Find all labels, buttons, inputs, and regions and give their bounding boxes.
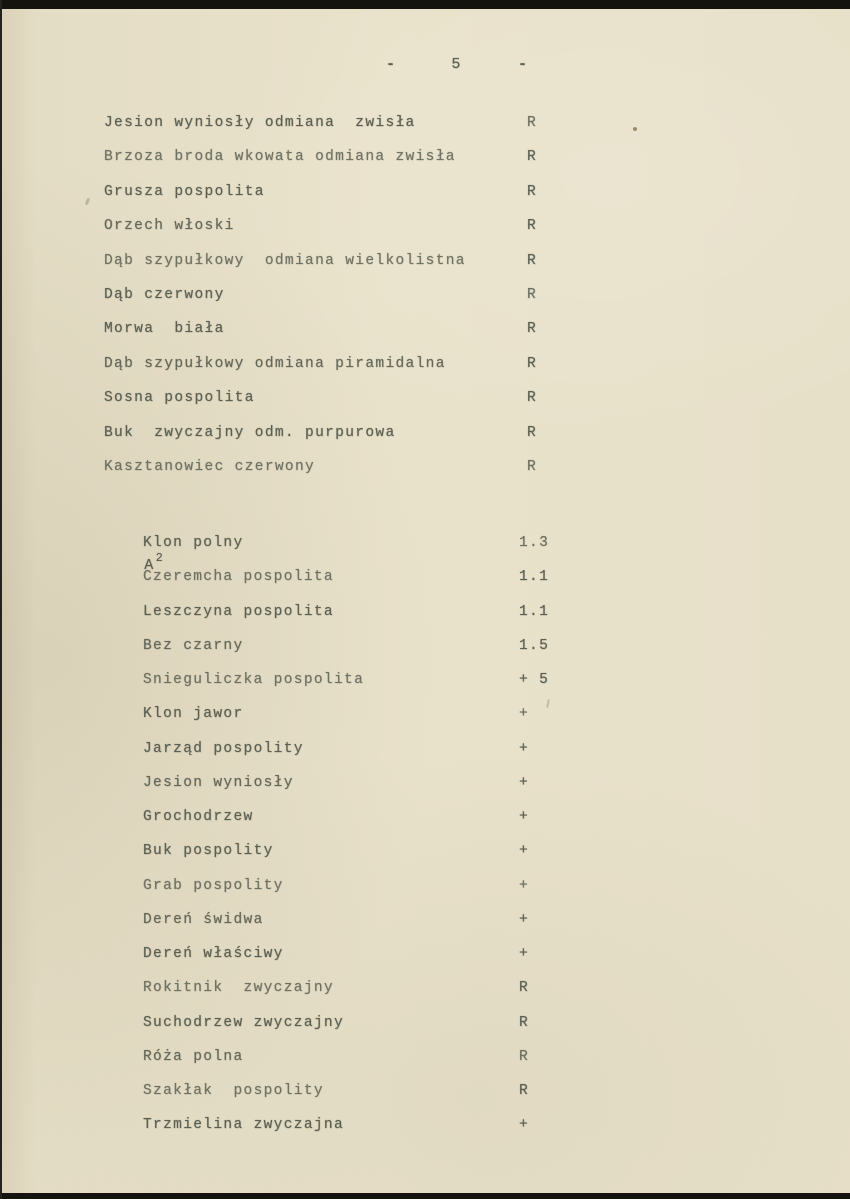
species-list-section-2 <box>143 534 593 1151</box>
abundance-symbol: R <box>527 286 538 303</box>
species-name: Brzoza broda wkowata odmiana zwisła <box>104 149 456 166</box>
page-number: 5 <box>451 56 462 73</box>
abundance-symbol: R <box>527 458 538 475</box>
abundance-symbol: R <box>527 355 538 372</box>
species-name: Róża polna <box>143 1048 244 1065</box>
species-row <box>104 252 584 286</box>
species-name: Sosna pospolita <box>104 390 255 407</box>
species-name: Jesion wyniosły odmiana zwisła <box>104 115 416 131</box>
species-name: Grab pospolity <box>143 877 284 894</box>
species-row <box>104 424 584 458</box>
abundance-symbol: R <box>527 218 538 235</box>
species-name: Szakłak pospolity <box>143 1083 324 1099</box>
species-name: Snieguliczka pospolita <box>143 672 365 688</box>
page-number-dash-right: - <box>517 56 527 73</box>
species-name: Dereń właściwy <box>143 946 284 962</box>
abundance-symbol: R <box>527 183 538 200</box>
species-name: Suchodrzew zwyczajny <box>143 1014 345 1031</box>
species-row <box>143 637 593 671</box>
abundance-symbol: R <box>527 321 538 338</box>
species-name: Buk zwyczajny odm. purpurowa <box>104 424 396 441</box>
species-row <box>143 705 593 739</box>
species-name: Jarząd pospolity <box>143 740 304 757</box>
abundance-symbol: + <box>519 911 530 928</box>
species-row <box>104 458 584 492</box>
species-name: Czeremcha pospolita <box>143 569 334 586</box>
species-row <box>143 1116 593 1150</box>
species-list-section-1 <box>104 114 584 492</box>
species-row <box>143 671 593 705</box>
abundance-symbol: 1.1 <box>519 603 550 620</box>
abundance-symbol: + 5 <box>519 672 550 688</box>
species-row <box>143 1014 593 1048</box>
page-number-header <box>386 56 527 74</box>
abundance-symbol: R <box>527 115 538 131</box>
species-row <box>104 286 584 320</box>
species-row <box>104 389 584 423</box>
ink-speck <box>633 127 637 131</box>
species-row <box>143 979 593 1013</box>
species-name: Grusza pospolita <box>104 183 265 200</box>
abundance-symbol: 1.3 <box>519 535 550 551</box>
abundance-symbol: + <box>519 809 530 825</box>
scanned-page <box>2 9 850 1193</box>
species-name: Trzmielina zwyczajna <box>143 1117 345 1134</box>
abundance-symbol: + <box>519 774 530 791</box>
page-number-dash-left: - <box>386 56 396 73</box>
species-row <box>104 148 584 182</box>
abundance-symbol: R <box>527 424 538 441</box>
species-name: Morwa biała <box>104 321 225 338</box>
species-name: Klon polny <box>143 535 244 551</box>
species-name: Grochodrzew <box>143 809 254 825</box>
abundance-symbol: R <box>519 1048 530 1065</box>
species-row <box>104 183 584 217</box>
abundance-symbol: R <box>519 1083 530 1099</box>
abundance-symbol: R <box>527 252 538 269</box>
species-row <box>143 534 593 568</box>
species-row <box>143 740 593 774</box>
abundance-symbol: + <box>519 877 530 894</box>
species-name: Jesion wyniosły <box>143 774 294 791</box>
species-row <box>143 774 593 808</box>
abundance-symbol: R <box>527 149 538 166</box>
species-row <box>143 603 593 637</box>
species-row <box>143 568 593 602</box>
species-row <box>104 217 584 251</box>
species-row <box>104 320 584 354</box>
abundance-symbol: R <box>527 390 538 407</box>
species-name: Bez czarny <box>143 637 244 654</box>
abundance-symbol: + <box>519 946 530 962</box>
species-row <box>143 1082 593 1116</box>
abundance-symbol: 1.5 <box>519 637 550 654</box>
abundance-symbol: + <box>519 706 530 723</box>
abundance-symbol: R <box>519 1014 530 1031</box>
species-row <box>143 842 593 876</box>
species-name: Orzech włoski <box>104 218 235 235</box>
section-marker-letter: A <box>144 556 155 574</box>
species-row <box>143 877 593 911</box>
species-row <box>143 945 593 979</box>
species-name: Buk pospolity <box>143 843 274 860</box>
species-name: Dąb szypułkowy odmiana piramidalna <box>104 355 446 372</box>
species-name: Dąb czerwony <box>104 286 225 303</box>
abundance-symbol: R <box>519 980 530 997</box>
species-name: Rokitnik zwyczajny <box>143 980 334 997</box>
species-name: Leszczyna pospolita <box>143 603 334 620</box>
section-marker-superscript: 2 <box>155 551 163 565</box>
species-row <box>143 1048 593 1082</box>
species-row <box>143 911 593 945</box>
ink-speck <box>85 198 90 206</box>
abundance-symbol: + <box>519 740 530 757</box>
species-name: Dąb szypułkowy odmiana wielkolistna <box>104 252 466 269</box>
species-row <box>104 114 584 148</box>
species-name: Kasztanowiec czerwony <box>104 458 316 475</box>
species-row <box>143 808 593 842</box>
species-name: Klon jawor <box>143 706 244 723</box>
abundance-symbol: 1.1 <box>519 569 550 586</box>
abundance-symbol: + <box>519 843 530 860</box>
abundance-symbol: + <box>519 1117 530 1134</box>
species-row <box>104 355 584 389</box>
species-name: Dereń świdwa <box>143 911 264 928</box>
